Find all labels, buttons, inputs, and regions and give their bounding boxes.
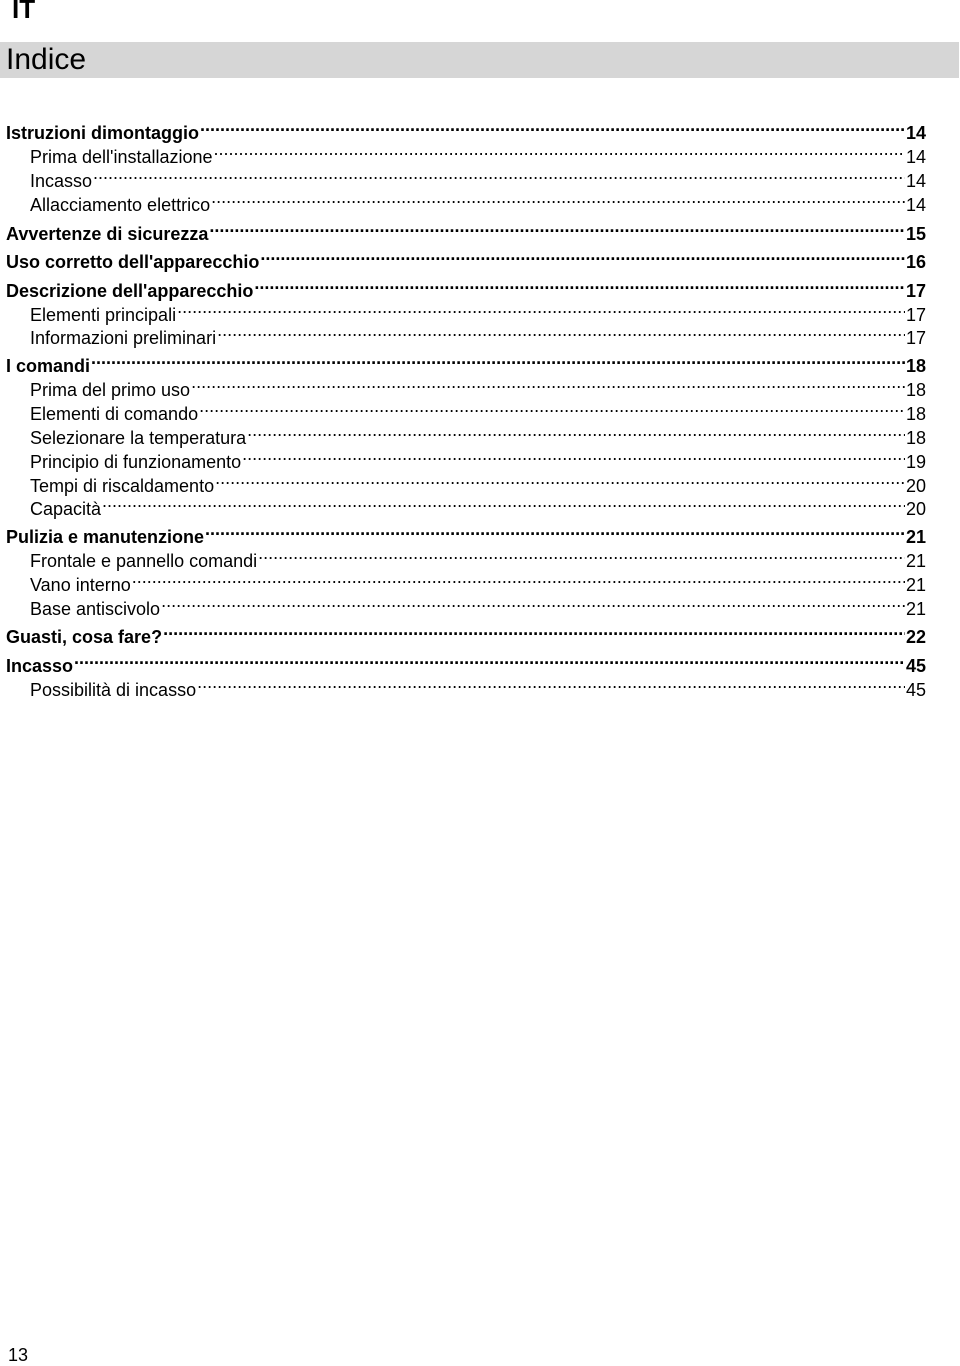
toc-dot-leader xyxy=(254,275,905,297)
toc-entry-page: 45 xyxy=(905,656,926,676)
toc-entry-page: 15 xyxy=(905,224,926,244)
toc-entry-page: 18 xyxy=(905,404,926,424)
toc-entry[interactable] xyxy=(30,165,926,192)
toc-dot-leader xyxy=(199,398,905,420)
toc-dot-leader xyxy=(242,446,905,468)
toc-entry[interactable] xyxy=(6,621,926,648)
toc-entry-title: Capacità xyxy=(30,499,102,519)
page-title: Indice xyxy=(6,43,87,76)
toc-entry-page: 17 xyxy=(905,328,926,348)
toc-entry-page: 18 xyxy=(905,380,926,400)
toc-entry-page: 21 xyxy=(905,575,926,595)
toc-entry-page: 14 xyxy=(905,171,926,191)
toc-entry-title: Incasso xyxy=(6,656,74,676)
toc-entry-title: Guasti, cosa fare? xyxy=(6,627,163,647)
toc-entry-title: Selezionare la temperatura xyxy=(30,428,247,448)
toc-dot-leader xyxy=(161,593,905,615)
toc-dot-leader xyxy=(177,299,905,321)
language-tag: IT xyxy=(12,0,36,24)
toc-dot-leader xyxy=(91,350,905,372)
toc-dot-leader xyxy=(211,189,905,211)
toc-entry-title: Tempi di riscaldamento xyxy=(30,476,215,496)
toc-entry-title: Principio di funzionamento xyxy=(30,452,242,472)
toc-entry[interactable] xyxy=(6,350,926,377)
toc-entry-title: Avvertenze di sicurezza xyxy=(6,224,209,244)
toc-entry[interactable] xyxy=(6,246,926,273)
toc-entry-page: 17 xyxy=(905,305,926,325)
page-number: 13 xyxy=(8,1345,29,1365)
toc-entry[interactable] xyxy=(30,322,926,349)
toc-dot-leader xyxy=(74,650,905,672)
toc-entry-title: Istruzioni dimontaggio xyxy=(6,123,199,143)
toc-entry-title: Prima del primo uso xyxy=(30,380,191,400)
toc-entry-page: 18 xyxy=(905,428,926,448)
toc-entry-page: 16 xyxy=(905,252,926,272)
toc-entry-title: Allacciamento elettrico xyxy=(30,195,211,215)
toc-entry-title: Possibilità di incasso xyxy=(30,680,197,700)
toc-entry-title: Base antiscivolo xyxy=(30,599,161,619)
toc-entry[interactable] xyxy=(30,446,926,473)
toc-entry-title: Elementi principali xyxy=(30,305,177,325)
toc-entry-title: Descrizione dell'apparecchio xyxy=(6,281,254,301)
toc-dot-leader xyxy=(102,493,905,515)
toc-entry[interactable] xyxy=(6,650,926,677)
toc-dot-leader xyxy=(197,674,905,696)
toc-entry-title: Elementi di comando xyxy=(30,404,199,424)
title-bar xyxy=(0,42,959,78)
toc-entry-page: 21 xyxy=(905,527,926,547)
toc-entry-title: Frontale e pannello comandi xyxy=(30,551,258,571)
toc-dot-leader xyxy=(215,470,905,492)
toc-entry[interactable] xyxy=(30,141,926,168)
toc-entry-title: Vano interno xyxy=(30,575,131,595)
toc-entry[interactable] xyxy=(30,674,926,701)
toc-entry-title: Pulizia e manutenzione xyxy=(6,527,205,547)
toc-dot-leader xyxy=(205,521,905,543)
toc-dot-leader xyxy=(217,322,905,344)
toc-entry-page: 14 xyxy=(905,147,926,167)
toc-entry-page: 19 xyxy=(905,452,926,472)
toc-dot-leader xyxy=(93,165,905,187)
toc-dot-leader xyxy=(260,246,905,268)
toc-dot-leader xyxy=(247,422,905,444)
toc-entry-title: Uso corretto dell'apparecchio xyxy=(6,252,260,272)
toc-dot-leader xyxy=(209,218,905,240)
toc-dot-leader xyxy=(214,141,905,163)
toc-entry-page: 14 xyxy=(905,123,926,143)
toc-dot-leader xyxy=(132,569,905,591)
toc-entry-title: I comandi xyxy=(6,356,91,376)
toc-entry[interactable] xyxy=(30,422,926,449)
toc-entry-page: 20 xyxy=(905,499,926,519)
toc-entry-page: 22 xyxy=(905,627,926,647)
toc-entry[interactable] xyxy=(30,545,926,572)
toc-entry[interactable] xyxy=(6,275,926,302)
toc-entry-page: 45 xyxy=(905,680,926,700)
toc-dot-leader xyxy=(191,374,905,396)
toc-entry-page: 20 xyxy=(905,476,926,496)
toc-entry-page: 18 xyxy=(905,356,926,376)
toc-entry-page: 21 xyxy=(905,551,926,571)
toc-entry[interactable] xyxy=(30,569,926,596)
toc-entry-page: 14 xyxy=(905,195,926,215)
toc-entry-page: 17 xyxy=(905,281,926,301)
toc-entry[interactable] xyxy=(6,218,926,245)
toc-entry[interactable] xyxy=(30,189,926,216)
toc-entry-title: Informazioni preliminari xyxy=(30,328,217,348)
toc-entry[interactable] xyxy=(6,521,926,548)
toc-dot-leader xyxy=(258,545,905,567)
toc-entry[interactable] xyxy=(30,374,926,401)
toc-entry[interactable] xyxy=(30,493,926,520)
toc-dot-leader xyxy=(200,117,905,139)
toc-entry-title: Prima dell'installazione xyxy=(30,147,213,167)
toc-dot-leader xyxy=(163,621,905,643)
toc-entry-page: 21 xyxy=(905,599,926,619)
toc-entry-title: Incasso xyxy=(30,171,93,191)
toc-entry[interactable] xyxy=(30,398,926,425)
toc-entry[interactable] xyxy=(30,593,926,620)
toc-entry[interactable] xyxy=(6,117,926,144)
